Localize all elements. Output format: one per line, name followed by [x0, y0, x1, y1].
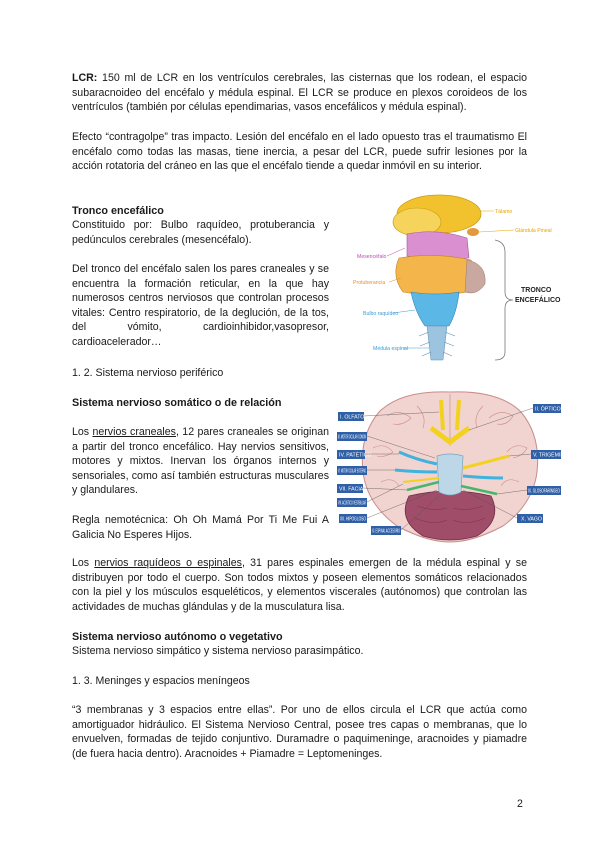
nerve-label-l8: XI. ESPINAL ACCESORIO: [372, 528, 400, 535]
autonomo-heading: Sistema nervioso autónomo o vegetativo: [72, 631, 283, 643]
cerebellum-shape-2: [405, 491, 495, 540]
nerve-label-l7: XII. HIPOGLOSO: [340, 516, 366, 523]
tronco-label-2: ENCEFÁLICO: [515, 297, 561, 304]
meninges-paragraph: “3 membranas y 3 espacios entre ellas”. Por uno de ellos circula el LCR que actúa como amortiguador hidráulico. El Sistema Nervioso Central, posee tres capas o membranas, que lo envuelven, formadas de tejido conjuntivo. Duramadre o paquimeninge, aracnoides y piamadre (de fuera hacia dentro). Aracnoides + Piamadre = Leptomeninges.: [72, 704, 527, 760]
tronco-heading: Tronco encefálico: [72, 205, 164, 217]
nerve-label-l1: I. OLFATORIO: [340, 414, 374, 421]
brainstem-shape: [437, 454, 463, 495]
snp-heading: 1. 2. Sistema nervioso periférico: [72, 367, 224, 379]
craneales-link[interactable]: nervios craneales: [92, 426, 176, 438]
nerve-label-l4: VI. MOTOR OCULAR EXTERNO: [338, 468, 366, 475]
lcr-paragraph: [72, 71, 527, 115]
raquideos-paragraph: [72, 556, 527, 614]
nerve-label-r1: II. ÓPTICO: [535, 406, 561, 413]
contragolpe-paragraph: Efecto “contragolpe” tras impacto. Lesión del encéfalo en el lado opuesto tras el traumatismo El encéfalo como todas las masas, tiene inercia, a pesar del LCR, puede sufrir lesiones por la acción rotatoria del cráneo en las que el encéfalo tiende a quedar inmóvil en su interior.: [72, 131, 527, 172]
label-mesencefalo: Mesencéfalo: [357, 254, 387, 260]
page-number: 2: [517, 798, 523, 810]
raquideos-link[interactable]: nervios raquídeos o espinales: [94, 557, 242, 569]
autonomo-text: Sistema nervioso simpático y sistema nervioso parasimpático.: [72, 645, 364, 657]
nerve-label-l2: [338, 434, 366, 441]
nerve-label-r4: X. VAGO: [521, 516, 542, 523]
pineal-shape: [467, 228, 479, 236]
nerve-label-r3: IX. GLOSOFARÍNGEO: [528, 488, 582, 495]
nerve-label-l5: VII. FACIAL: [339, 486, 367, 493]
bulb-shape: [411, 292, 459, 326]
brainstem-figure: [345, 192, 575, 367]
craneales-pre: Los: [72, 426, 93, 438]
nerve-label-l3: IV. PATÉTICO: [339, 452, 372, 459]
spinal-cord-shape: [427, 326, 447, 360]
raquideos-post: , 31 pares espinales emergen de la médula espinal y se distribuyen por todo el cuerpo. Son todos mixtos y poseen elementos somáticos relacionados con la piel y los músculos esqueléticos, y elementos viscerales (autónomos) que controlan las actividades de muchas glándulas y de la musculatura lisa.: [72, 557, 527, 613]
tronco-intro: Constituido por: Bulbo raquídeo, protuberancia y pedúnculos cerebrales (mesencéfalo).: [72, 219, 329, 246]
cerebellum-shape: [465, 260, 485, 293]
cranial-nerves-figure: [337, 386, 582, 546]
tronco-bracket: [495, 240, 513, 360]
label-protuberancia: Protuberancia: [353, 280, 386, 286]
label-bulbo: Bulbo raquídeo: [363, 311, 399, 317]
nerve-label-r2: V. TRIGÉMINO: [533, 452, 569, 459]
lcr-term: LCR:: [72, 72, 98, 84]
raquideos-pre: Los: [72, 557, 95, 569]
lcr-text: 150 ml de LCR en los ventrículos cerebrales, las cisternas que los rodean, el espacio subaracnoideo del encéfalo y médula espinal. El LCR se produce en plexos coroideos de los ventrículos (también por células ependimarias, vasos encefálicos y médula espinal).: [72, 72, 527, 113]
label-pineal: Glándula Pineal: [515, 228, 552, 234]
craneales-post: , 12 pares craneales se originan a partir del tronco encefálico. Hay nervios sensitivos, motores y mixtos. Inervan los órganos internos y sensoriales, como así también estructuras musculares y glandulares.: [72, 426, 329, 496]
tronco-body: Del tronco del encéfalo salen los pares craneales y se encuentra la formación reticular, en la que hay numerosos centros nerviosos que controlan procesos vitales: Centro respiratorio, de la deglución, de la tos, del vómito, cardioinhibidor,vasopresor, cardioacelerador…: [72, 263, 329, 348]
meninges-heading: 1. 3. Meninges y espacios meníngeos: [72, 675, 250, 687]
tronco-label-1: TRONCO: [521, 287, 552, 294]
craneales-paragraph: [72, 425, 329, 498]
pons-shape: [396, 255, 474, 295]
label-talamo: Tálamo: [495, 209, 513, 215]
somatico-heading: Sistema nervioso somático o de relación: [72, 397, 282, 409]
nerve-label-l6: VIII. ACÚSTICO VESTIBULAR: [338, 500, 409, 507]
label-medula: Médula espinal: [373, 346, 408, 352]
regla-paragraph: Regla nemotécnica: Oh Oh Mamá Por Ti Me Fui A Galicia No Esperes Hijos.: [72, 514, 329, 541]
